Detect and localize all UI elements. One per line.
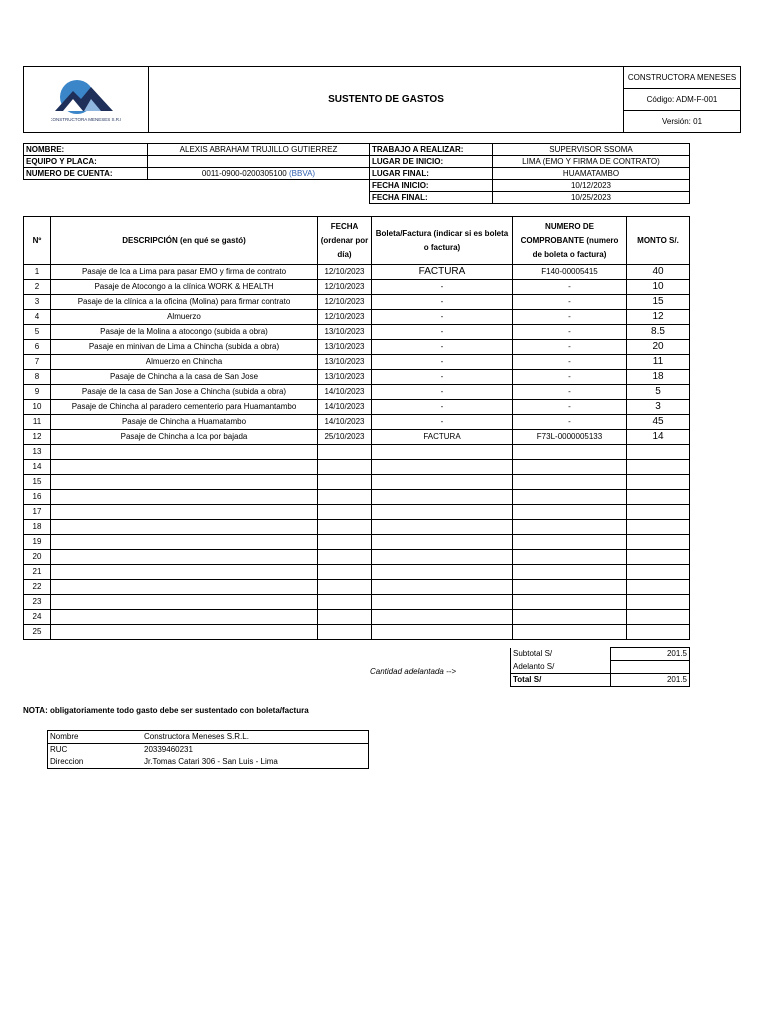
expenses-rows <box>24 265 690 640</box>
start-place-value: LIMA (EMO Y FIRMA DE CONTRATO) <box>493 156 690 168</box>
row-description <box>51 460 318 475</box>
row-receipt-type: - <box>372 310 513 325</box>
row-receipt-type: - <box>372 385 513 400</box>
row-receipt-number <box>513 445 627 460</box>
table-row <box>24 430 690 445</box>
row-receipt-number: - <box>513 355 627 370</box>
equipment-value <box>148 156 370 168</box>
table-row <box>24 475 690 490</box>
row-number: 8 <box>24 370 51 385</box>
row-description <box>51 580 318 595</box>
name-label: NOMBRE: <box>24 144 148 156</box>
row-number: 15 <box>24 475 51 490</box>
row-amount: 8.5 <box>627 325 690 340</box>
row-amount <box>627 490 690 505</box>
row-receipt-type <box>372 520 513 535</box>
row-number: 2 <box>24 280 51 295</box>
row-amount <box>627 610 690 625</box>
row-number: 9 <box>24 385 51 400</box>
row-description <box>51 475 318 490</box>
row-number: 21 <box>24 565 51 580</box>
document-version: Versión: 01 <box>624 111 741 133</box>
row-description: Pasaje de la clínica a la oficina (Molina) para firmar contrato <box>51 295 318 310</box>
account-bank: (BBVA) <box>288 169 316 178</box>
note-text: NOTA: obligatoriamente todo gasto debe ser sustentado con boleta/factura <box>23 706 309 715</box>
row-receipt-number: - <box>513 295 627 310</box>
row-number: 12 <box>24 430 51 445</box>
row-receipt-number: - <box>513 325 627 340</box>
row-description: Pasaje de Chincha al paradero cementerio para Huamantambo <box>51 400 318 415</box>
col-type-header: Boleta/Factura (indicar si es boleta o factura) <box>372 217 513 265</box>
row-number: 24 <box>24 610 51 625</box>
row-amount <box>627 445 690 460</box>
row-date <box>318 535 372 550</box>
end-place-value: HUAMATAMBO <box>493 168 690 180</box>
mountain-logo-icon <box>51 73 121 125</box>
row-receipt-number <box>513 520 627 535</box>
row-date: 14/10/2023 <box>318 400 372 415</box>
row-description <box>51 445 318 460</box>
table-row <box>24 385 690 400</box>
row-receipt-type: FACTURA <box>372 430 513 445</box>
row-description: Pasaje de Chincha a Huamatambo <box>51 415 318 430</box>
spacer <box>148 192 370 204</box>
spacer <box>24 180 148 192</box>
row-receipt-number <box>513 565 627 580</box>
row-receipt-type <box>372 505 513 520</box>
row-receipt-type: - <box>372 280 513 295</box>
row-number: 25 <box>24 625 51 640</box>
row-receipt-number <box>513 535 627 550</box>
document-code: Código: ADM-F-001 <box>624 89 741 111</box>
row-description: Pasaje de la casa de San Jose a Chincha (subida a obra) <box>51 385 318 400</box>
row-receipt-number: - <box>513 280 627 295</box>
row-receipt-type: - <box>372 415 513 430</box>
table-row <box>24 625 690 640</box>
row-receipt-type: - <box>372 340 513 355</box>
row-description: Pasaje de Chincha a Ica por bajada <box>51 430 318 445</box>
company-info-label: Direccion <box>50 757 84 766</box>
row-receipt-type: FACTURA <box>372 265 513 280</box>
spacer <box>148 180 370 192</box>
row-amount <box>627 535 690 550</box>
company-info-value: Jr.Tomas Catari 306 - San Luis - Lima <box>144 757 278 766</box>
row-amount: 40 <box>627 265 690 280</box>
row-receipt-type: - <box>372 325 513 340</box>
table-row <box>24 490 690 505</box>
row-amount <box>627 565 690 580</box>
row-amount: 5 <box>627 385 690 400</box>
name-value: ALEXIS ABRAHAM TRUJILLO GUTIERREZ <box>148 144 370 156</box>
row-receipt-type <box>372 550 513 565</box>
row-receipt-number <box>513 505 627 520</box>
row-receipt-type: - <box>372 370 513 385</box>
row-amount: 14 <box>627 430 690 445</box>
row-receipt-number <box>513 580 627 595</box>
row-amount <box>627 550 690 565</box>
col-date-header: FECHA (ordenar por día) <box>318 217 372 265</box>
row-number: 22 <box>24 580 51 595</box>
table-row <box>24 580 690 595</box>
account-label: NUMERO DE CUENTA: <box>24 168 148 180</box>
row-date: 25/10/2023 <box>318 430 372 445</box>
document-header <box>23 66 741 133</box>
row-date: 13/10/2023 <box>318 355 372 370</box>
row-amount <box>627 460 690 475</box>
row-receipt-number: - <box>513 370 627 385</box>
row-date <box>318 565 372 580</box>
logo-text: CONSTRUCTORA MENESES S.R.L <box>51 116 121 122</box>
totals-table <box>510 647 690 687</box>
row-receipt-number: - <box>513 310 627 325</box>
row-description: Almuerzo en Chincha <box>51 355 318 370</box>
end-date-label: FECHA FINAL: <box>370 192 493 204</box>
row-description: Pasaje de Atocongo a la clínica WORK & HEALTH <box>51 280 318 295</box>
spacer <box>24 192 148 204</box>
row-receipt-number: - <box>513 400 627 415</box>
row-receipt-type: - <box>372 355 513 370</box>
row-description <box>51 535 318 550</box>
row-receipt-number: - <box>513 385 627 400</box>
row-receipt-number <box>513 550 627 565</box>
advance-label: Adelanto S/ <box>511 661 611 674</box>
row-date <box>318 595 372 610</box>
row-number: 6 <box>24 340 51 355</box>
row-description <box>51 550 318 565</box>
row-number: 13 <box>24 445 51 460</box>
row-description: Pasaje de Chincha a la casa de San Jose <box>51 370 318 385</box>
row-date: 13/10/2023 <box>318 340 372 355</box>
row-number: 16 <box>24 490 51 505</box>
row-receipt-number: F73L-0000005133 <box>513 430 627 445</box>
account-value <box>148 168 370 180</box>
row-number: 18 <box>24 520 51 535</box>
row-amount: 45 <box>627 415 690 430</box>
col-num-header: Nº <box>24 217 51 265</box>
row-date <box>318 505 372 520</box>
row-number: 20 <box>24 550 51 565</box>
row-date <box>318 550 372 565</box>
row-date <box>318 445 372 460</box>
row-date: 12/10/2023 <box>318 310 372 325</box>
row-date: 12/10/2023 <box>318 280 372 295</box>
company-info-table <box>47 730 369 769</box>
row-description: Pasaje en minivan de Lima a Chincha (subida a obra) <box>51 340 318 355</box>
row-date: 13/10/2023 <box>318 370 372 385</box>
company-info-label: Nombre <box>48 731 143 744</box>
logo <box>24 67 149 133</box>
row-number: 11 <box>24 415 51 430</box>
company-name: CONSTRUCTORA MENESES <box>624 67 741 89</box>
col-amount-header: MONTO S/. <box>627 217 690 265</box>
row-receipt-number <box>513 625 627 640</box>
row-number: 5 <box>24 325 51 340</box>
row-number: 17 <box>24 505 51 520</box>
row-date: 12/10/2023 <box>318 265 372 280</box>
row-receipt-type <box>372 565 513 580</box>
row-receipt-type <box>372 595 513 610</box>
row-date <box>318 580 372 595</box>
advance-value <box>611 661 690 674</box>
total-label: Total S/ <box>511 674 611 687</box>
row-date <box>318 625 372 640</box>
company-info-row <box>48 731 369 744</box>
start-date-label: FECHA INICIO: <box>370 180 493 192</box>
row-amount: 12 <box>627 310 690 325</box>
row-date <box>318 475 372 490</box>
table-row <box>24 550 690 565</box>
table-row <box>24 505 690 520</box>
row-receipt-type <box>372 580 513 595</box>
row-amount: 11 <box>627 355 690 370</box>
row-amount: 10 <box>627 280 690 295</box>
company-info-value: 20339460231 <box>144 745 193 754</box>
table-row <box>24 520 690 535</box>
row-receipt-type <box>372 535 513 550</box>
subtotal-value: 201.5 <box>611 648 690 661</box>
table-row <box>24 400 690 415</box>
equipment-label: EQUIPO Y PLACA: <box>24 156 148 168</box>
advance-note: Cantidad adelantada --> <box>370 667 457 676</box>
row-receipt-number: F140-00005415 <box>513 265 627 280</box>
col-receipt-header: NUMERO DE COMPROBANTE (numero de boleta o factura) <box>513 217 627 265</box>
row-number: 4 <box>24 310 51 325</box>
row-receipt-type <box>372 625 513 640</box>
row-amount <box>627 625 690 640</box>
row-receipt-number <box>513 475 627 490</box>
row-receipt-number <box>513 490 627 505</box>
row-date <box>318 490 372 505</box>
start-date-value: 10/12/2023 <box>493 180 690 192</box>
end-date-value: 10/25/2023 <box>493 192 690 204</box>
row-number: 7 <box>24 355 51 370</box>
table-row <box>24 265 690 280</box>
row-date <box>318 460 372 475</box>
row-receipt-type <box>372 475 513 490</box>
company-info-label: RUC <box>50 745 68 754</box>
row-description <box>51 625 318 640</box>
table-row <box>24 535 690 550</box>
row-receipt-number <box>513 610 627 625</box>
table-row <box>24 340 690 355</box>
row-receipt-type <box>372 490 513 505</box>
col-desc-header: DESCRIPCIÓN (en qué se gastó) <box>51 217 318 265</box>
row-description: Pasaje de la Molina a atocongo (subida a obra) <box>51 325 318 340</box>
row-date: 12/10/2023 <box>318 295 372 310</box>
row-description <box>51 610 318 625</box>
table-row <box>24 565 690 580</box>
table-row <box>24 295 690 310</box>
row-description <box>51 565 318 580</box>
row-receipt-type: - <box>372 400 513 415</box>
row-number: 1 <box>24 265 51 280</box>
row-date <box>318 520 372 535</box>
row-amount: 20 <box>627 340 690 355</box>
table-row <box>24 460 690 475</box>
table-row <box>24 445 690 460</box>
row-date: 14/10/2023 <box>318 385 372 400</box>
table-row <box>24 325 690 340</box>
row-description: Pasaje de Ica a Lima para pasar EMO y firma de contrato <box>51 265 318 280</box>
company-info-value: Constructora Meneses S.R.L. <box>142 731 369 744</box>
row-receipt-number: - <box>513 415 627 430</box>
company-info-row <box>48 756 369 769</box>
row-receipt-type <box>372 460 513 475</box>
company-info-row <box>48 744 369 757</box>
row-receipt-type <box>372 445 513 460</box>
row-amount: 18 <box>627 370 690 385</box>
subtotal-label: Subtotal S/ <box>511 648 611 661</box>
row-number: 3 <box>24 295 51 310</box>
employee-info-table <box>23 143 690 204</box>
row-description <box>51 520 318 535</box>
row-description: Almuerzo <box>51 310 318 325</box>
table-row <box>24 310 690 325</box>
row-amount <box>627 520 690 535</box>
start-place-label: LUGAR DE INICIO: <box>370 156 493 168</box>
work-value: SUPERVISOR SSOMA <box>493 144 690 156</box>
row-receipt-type: - <box>372 295 513 310</box>
total-value: 201.5 <box>611 674 690 687</box>
expenses-table <box>23 216 690 640</box>
row-amount <box>627 475 690 490</box>
table-row <box>24 415 690 430</box>
row-date: 14/10/2023 <box>318 415 372 430</box>
work-label: TRABAJO A REALIZAR: <box>370 144 493 156</box>
table-row <box>24 355 690 370</box>
row-amount <box>627 580 690 595</box>
row-description <box>51 490 318 505</box>
row-number: 14 <box>24 460 51 475</box>
row-number: 10 <box>24 400 51 415</box>
row-receipt-number: - <box>513 340 627 355</box>
row-date: 13/10/2023 <box>318 325 372 340</box>
end-place-label: LUGAR FINAL: <box>370 168 493 180</box>
row-amount <box>627 505 690 520</box>
row-receipt-type <box>372 610 513 625</box>
company-info-rows <box>48 731 369 769</box>
table-row <box>24 370 690 385</box>
row-number: 23 <box>24 595 51 610</box>
table-row <box>24 595 690 610</box>
row-description <box>51 595 318 610</box>
document-title: SUSTENTO DE GASTOS <box>149 67 624 133</box>
row-amount <box>627 595 690 610</box>
table-row <box>24 280 690 295</box>
account-number: 0011-0900-0200305100 <box>201 169 287 178</box>
row-amount: 15 <box>627 295 690 310</box>
row-amount: 3 <box>627 400 690 415</box>
row-description <box>51 505 318 520</box>
table-row <box>24 610 690 625</box>
row-date <box>318 610 372 625</box>
row-receipt-number <box>513 460 627 475</box>
row-number: 19 <box>24 535 51 550</box>
row-receipt-number <box>513 595 627 610</box>
